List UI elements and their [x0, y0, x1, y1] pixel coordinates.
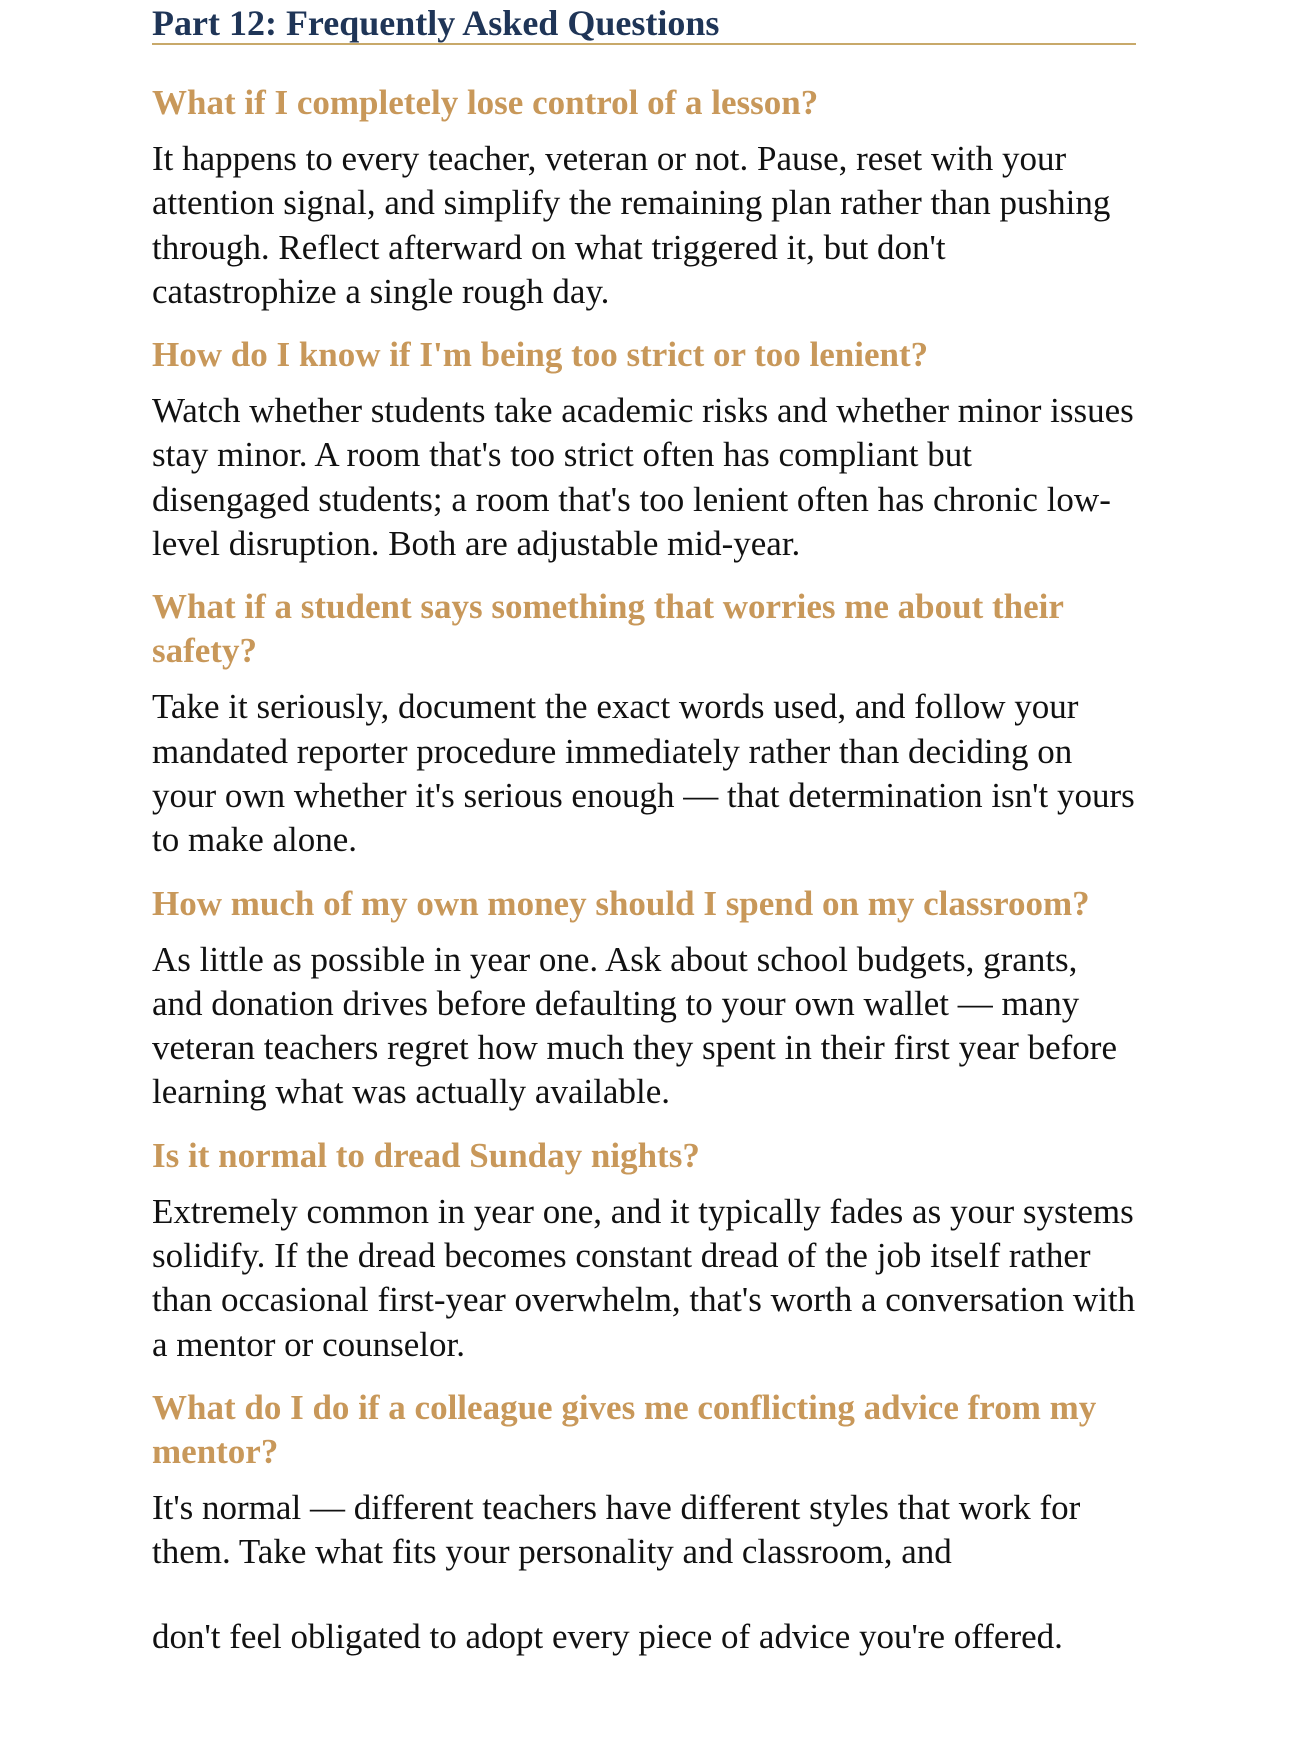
faq-answer: It happens to every teacher, veteran or not. Pause, reset with your attention signal, and simplify the remaining plan rather than pushing through. Reflect afterward on what triggered it, but don't catastrophize a single rough day.	[152, 139, 1111, 311]
faq-question: How do I know if I'm being too strict or too lenient?	[152, 335, 929, 375]
faq-answer: It's normal — different teachers have different styles that work for them. Take what fits your personality and classroom, and	[152, 1487, 1081, 1572]
faq-item	[152, 1386, 1136, 1659]
faq-question: Is it normal to dread Sunday nights?	[152, 1135, 700, 1175]
faq-answer: Take it seriously, document the exact words used, and follow your mandated reporter procedure immediately rather than deciding on your own whether it's serious enough — that determination isn't yours to make alone.	[152, 687, 1135, 860]
faq-question: What if a student says something that worries me about their safety?	[152, 587, 1064, 671]
faq-answer: As little as possible in year one. Ask about school budgets, grants, and donation drives before defaulting to your own wallet — many veteran teachers regret how much they spent in their first year before learning what was actually available.	[152, 939, 1117, 1112]
faq-answer: Extremely common in year one, and it typically fades as your systems solidify. If the dread becomes constant dread of the job itself rather than occasional first-year overwhelm, that's worth a conversation with a mentor or counselor.	[152, 1191, 1136, 1364]
faq-question: How much of my own money should I spend on my classroom?	[152, 883, 1090, 923]
faq-item	[152, 585, 1136, 862]
faq-answer-continued: don't feel obligated to adopt every piece of advice you're offered.	[152, 1616, 1063, 1656]
faq-question: What do I do if a colleague gives me conflicting advice from my mentor?	[152, 1387, 1097, 1471]
faq-item	[152, 81, 1136, 314]
document-page	[152, 0, 1136, 1659]
section-title: Part 12: Frequently Asked Questions	[152, 0, 1136, 45]
faq-answer: Watch whether students take academic risks and whether minor issues stay minor. A room that's too strict often has compliant but disengaged students; a room that's too lenient often has chronic low-level disruption. Both are adjustable mid-year.	[152, 391, 1134, 564]
faq-item	[152, 1134, 1136, 1367]
faq-item	[152, 333, 1136, 566]
faq-item	[152, 882, 1136, 1115]
faq-question: What if I completely lose control of a lesson?	[152, 83, 819, 122]
